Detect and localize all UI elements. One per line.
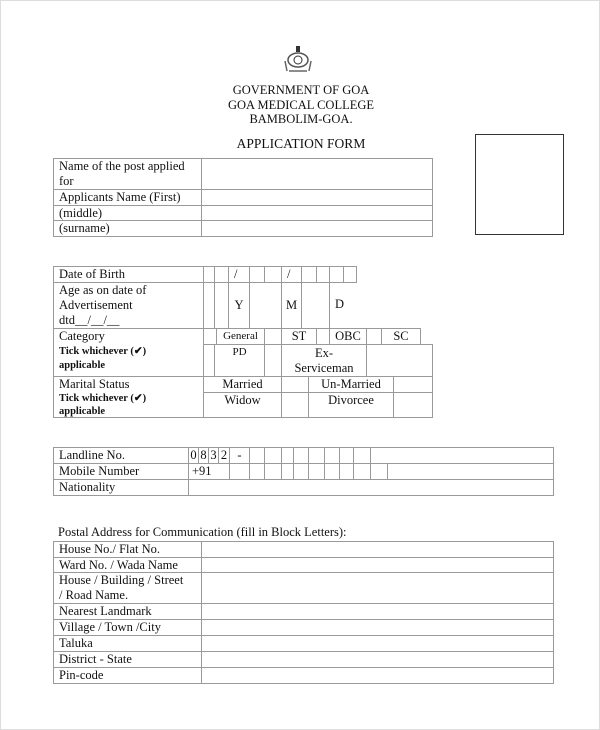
mobile-cell[interactable] <box>229 463 250 480</box>
dob-cell[interactable] <box>249 266 265 283</box>
widow-tick[interactable] <box>281 392 309 418</box>
district-field[interactable] <box>201 651 554 668</box>
mobile-cell[interactable] <box>324 463 340 480</box>
ex-serviceman-option: Ex- Serviceman <box>281 344 367 377</box>
general-option: General <box>216 328 265 345</box>
age-years: Y <box>228 282 250 329</box>
landline-cell[interactable] <box>264 447 282 464</box>
form-title: APPLICATION FORM <box>236 136 366 151</box>
first-name-field[interactable] <box>201 189 433 206</box>
general-tick[interactable] <box>203 328 217 345</box>
pincode-field[interactable] <box>201 667 554 684</box>
middle-name-field[interactable] <box>201 205 433 221</box>
divorcee-option: Divorcee <box>308 392 394 418</box>
unmarried-option: Un-Married <box>308 376 394 393</box>
mobile-cell[interactable] <box>339 463 354 480</box>
mobile-cell[interactable] <box>249 463 265 480</box>
mobile-cell[interactable] <box>353 463 371 480</box>
dob-cell[interactable] <box>316 266 330 283</box>
landline-rest[interactable] <box>370 447 554 464</box>
taluka-field[interactable] <box>201 635 554 652</box>
dob-cell[interactable] <box>214 266 229 283</box>
taluka-label: Taluka <box>53 635 202 652</box>
landline-cell[interactable] <box>249 447 265 464</box>
landline-cell[interactable] <box>339 447 354 464</box>
dob-cell[interactable] <box>264 266 282 283</box>
surname-field[interactable] <box>201 220 433 237</box>
nationality-label: Nationality <box>53 479 189 496</box>
surname-label: (surname) <box>53 220 202 237</box>
landline-cell[interactable] <box>293 447 309 464</box>
marital-label: Marital Status Tick whichever (✔) applicable <box>53 376 204 418</box>
landline-cell[interactable] <box>353 447 371 464</box>
post-label: Name of the post applied for <box>53 158 202 190</box>
sc-tick[interactable] <box>366 328 382 345</box>
middle-name-label: (middle) <box>53 205 202 221</box>
postal-heading: Postal Address for Communication (fill in Block Letters): <box>58 525 347 539</box>
village-field[interactable] <box>201 619 554 636</box>
post-field[interactable] <box>201 158 433 190</box>
age-months: M <box>281 282 302 329</box>
ward-field[interactable] <box>201 557 554 573</box>
age-cell[interactable] <box>301 282 330 329</box>
pd-option: PD <box>214 344 265 377</box>
age-days: D <box>329 282 433 329</box>
st-option: ST <box>281 328 317 345</box>
age-cell[interactable] <box>214 282 229 329</box>
house-label: House No./ Flat No. <box>53 541 202 558</box>
goa-emblem-icon <box>283 45 313 75</box>
building-field[interactable] <box>201 572 554 604</box>
landline-label: Landline No. <box>53 447 189 464</box>
married-option: Married <box>203 376 282 393</box>
landline-cell[interactable] <box>308 447 325 464</box>
header-location: BAMBOLIM-GOA. <box>249 112 353 126</box>
landline-digit: 0 <box>188 447 199 464</box>
dob-separator: / <box>228 266 250 283</box>
dob-cell[interactable] <box>301 266 317 283</box>
dob-separator: / <box>281 266 302 283</box>
age-label: Age as on date of Advertisement dtd__/__/__ <box>53 282 204 329</box>
mobile-label: Mobile Number <box>53 463 189 480</box>
district-label: District - State <box>53 651 202 668</box>
obc-option: OBC <box>329 328 367 345</box>
landline-digit: 8 <box>198 447 209 464</box>
first-name-label: Applicants Name (First) <box>53 189 202 206</box>
landmark-label: Nearest Landmark <box>53 603 202 620</box>
landmark-field[interactable] <box>201 603 554 620</box>
sc-option: SC <box>381 328 421 345</box>
header-government: GOVERNMENT OF GOA <box>232 83 370 97</box>
header-college: GOA MEDICAL COLLEGE <box>227 98 375 112</box>
nationality-field[interactable] <box>188 479 554 496</box>
dob-label: Date of Birth <box>53 266 204 283</box>
widow-option: Widow <box>203 392 282 418</box>
mobile-prefix: +91 <box>188 463 230 480</box>
village-label: Village / Town /City <box>53 619 202 636</box>
mobile-cell[interactable] <box>264 463 282 480</box>
married-tick[interactable] <box>281 376 309 393</box>
landline-dash: - <box>229 447 250 464</box>
mobile-cell[interactable] <box>293 463 309 480</box>
mobile-cell[interactable] <box>308 463 325 480</box>
landline-digit: 3 <box>208 447 219 464</box>
photo-box[interactable] <box>475 134 564 235</box>
unmarried-tick[interactable] <box>393 376 433 393</box>
house-field[interactable] <box>201 541 554 558</box>
ex-serviceman-tick[interactable] <box>264 344 282 377</box>
ward-label: Ward No. / Wada Name <box>53 557 202 573</box>
age-cell[interactable] <box>249 282 282 329</box>
mobile-rest[interactable] <box>387 463 554 480</box>
divorcee-tick[interactable] <box>393 392 433 418</box>
dob-cell[interactable] <box>329 266 344 283</box>
landline-digit: 2 <box>218 447 230 464</box>
landline-cell[interactable] <box>324 447 340 464</box>
mobile-cell[interactable] <box>370 463 388 480</box>
category-label: Category Tick whichever (✔) applicable <box>53 328 204 377</box>
obc-tick[interactable] <box>316 328 330 345</box>
category-blank[interactable] <box>366 344 433 377</box>
st-tick[interactable] <box>264 328 282 345</box>
pincode-label: Pin-code <box>53 667 202 684</box>
building-label: House / Building / Street / Road Name. <box>53 572 202 604</box>
dob-cell[interactable] <box>343 266 357 283</box>
